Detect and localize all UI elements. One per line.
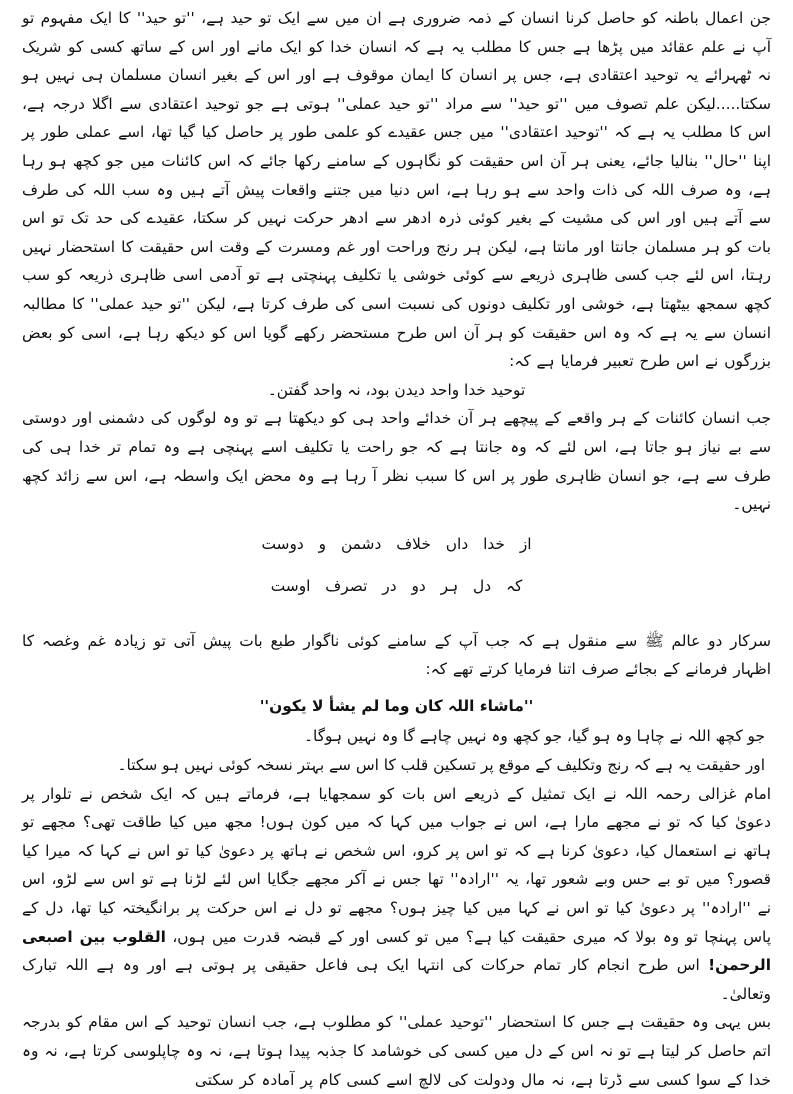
persian-saying: توحید خدا واحد دیدن بود، نہ واحد گفتن۔ xyxy=(267,380,526,399)
persian-couplet xyxy=(22,519,771,627)
arabic-translation: جو کچھ اللہ نے چاہا وہ ہو گیا، جو کچھ وہ نہیں چاہے گا وہ نہیں ہوگا۔ xyxy=(304,727,765,746)
paragraph-consolation: اور حقیقت یہ ہے کہ رنج وتکلیف کے موقع پر تسکین قلب کا اس سے بہتر نسخہ کوئی نہیں ہو سکتا۔ xyxy=(117,756,765,775)
parable-arabic-hadith: القلوب بین اصبعی الرحمن! xyxy=(22,927,771,975)
parable-text: امام غزالی رحمہ اللہ نے ایک تمثیل کے ذریعے اس بات کو سمجھایا ہے، فرماتے ہیں کہ ایک شخص نے تلوار پر دعویٰ کیا کہ تو نے مجھے مارا ہے، اس نے جواب میں کہا کہ میں کون ہوں! مجھ میں کیا طاقت تھی؟ مجھے تو ہاتھ نے استعمال کیا، دعویٰ کرنا ہے کہ تو اس پر کرو، اس شخص نے ہاتھ پر دعویٰ کیا تو اس نے کہا کہ میرا کیا قصور؟ میں تو بے حس وبے شعور تھا، یہ ''ارادہ'' تھا جس نے آکر مجھے جگایا اس لئے لڑنا ہے تو اس سے لڑو، اس نے ''ارادہ'' پر دعویٰ کیا تو اس نے کہا میں کیا چیز ہوں؟ مجھے تو دل نے اس حرکت پر برانگیختہ کیا تھا، دل کے پاس پہنچا تو وہ بولا کہ میری حقیقت کیا ہے؟ میں تو کسی اور کے قبضہ قدرت میں ہوں، xyxy=(22,784,771,946)
arabic-quote: ''ماشاء اللہ کان وما لم یشأ لا یکون'' xyxy=(259,696,534,715)
paragraph-tawheed-intro: جن اعمال باطنہ کو حاصل کرنا انسان کے ذمہ ضروری ہے ان میں سے ایک تو حید ہے، ''تو حید'' کا ایک مفہوم تو آپ نے علم عقائد میں پڑھا ہے جس کا مطلب یہ ہے کہ انسان خدا کو ایک مانے اور اس کے ساتھ کسی کو شریک نہ ٹھہرائے یہ توحید اعتقادی ہے، جس پر انسان کا ایمان موقوف ہے اور اس کے بغیر انسان مسلمان ہی نہیں ہو سکتا.....لیکن علم تصوف میں ''تو حید'' سے مراد ''تو حید عملی'' ہوتی ہے جو توحید اعتقادی سے اگلا درجہ ہے، اس کا مطلب یہ ہے کہ ''توحید اعتقادی'' میں جس عقیدے کو علمی طور پر حاصل کیا گیا تھا، اسے عملی طور پر اپنا ''حال'' بنالیا جائے، یعنی ہر آن اس حقیقت کو نگاہوں کے سامنے رکھا جائے کہ اس کائنات میں جو کچھ ہو رہا ہے، وہ صرف اللہ کی ذات واحد سے ہو رہا ہے، اس دنیا میں جتنے واقعات پیش آتے ہیں وہ سب اللہ کی طرف سے آتے ہیں اور اس کی مشیت کے بغیر کوئی ذرہ ادھر سے ادھر حرکت نہیں کر سکتا، عقیدے کی حد تک تو اس بات کو ہر مسلمان جانتا اور مانتا ہے، لیکن ہر رنج وراحت اور غم ومسرت کے وقت اس حقیقت کا استحضار نہیں رہتا، اس لئے جب کسی ظاہری ذریعے سے کوئی خوشی یا تکلیف پہنچتی ہے تو آدمی اسی ظاہری ذریعہ کو سب کچھ سمجھ بیٹھتا ہے، خوشی اور تکلیف دونوں کی نسبت اسی کی طرف کرتا ہے، لیکن ''تو حید عملی'' کا مطالبہ انسان سے یہ ہے کہ وہ اس حقیقت کو ہر آن اس طرح مستحضر رکھے گویا اس کو دیکھ رہا ہے، اسی کو بعض بزرگوں نے اس طرح تعبیر فرمایا ہے کہ: xyxy=(22,9,771,371)
paragraph-prophet-saying: سرکار دو عالم ﷺ سے منقول ہے کہ جب آپ کے سامنے کوئی ناگوار طبع بات پیش آتی تو زیادہ غم وغصہ کا اظہار فرمانے کے بجائے صرف اتنا فرمایا کرتے تھے کہ: xyxy=(22,631,771,679)
paragraph-practical-tawheed: بس یہی وہ حقیقت ہے جس کا استحضار ''توحید عملی'' کو مطلوب ہے، جب انسان توحید کے اس مقام کو بدرجہ اتم حاصل کر لیتا ہے تو نہ اس کے دل میں کسی کی خوشامد کا جذبہ پیدا ہوتا ہے، نہ وہ چاپلوسی کرتا ہے، نہ وہ خدا کے سوا کسی سے ڈرتا ہے، نہ مال ودولت کی لالچ اسے کسی کام پر آمادہ کر سکتی xyxy=(22,1013,771,1089)
couplet-line-2: کہ دل ہر دو در تصرف اوست xyxy=(270,576,523,595)
couplet-line-1: از خدا داں خلاف دشمن و دوست xyxy=(261,534,532,553)
paragraph-tawheed-effect: جب انسان کائنات کے ہر واقعے کے پیچھے ہر آن خدائے واحد ہی کو دیکھتا ہے تو وہ لوگوں کی دشمنی اور دوستی سے بے نیاز ہو جاتا ہے، اس لئے کہ وہ جانتا ہے کہ جو راحت یا تکلیف اسے پہنچی ہے وہ تمام تر خدا ہی کی طرف سے ہے، جو انسان ظاہری طور پر اس کا سبب نظر آ رہا ہے وہ محض ایک واسطہ ہے، اس سے زائد کچھ نہیں۔ xyxy=(22,409,771,514)
parable-conclusion: اس طرح انجام کار تمام حرکات کی انتہا ایک ہی فاعل حقیقی پر ہوتی ہے اور وہ ہے اللہ تبارک وتعالیٰ۔ xyxy=(22,956,771,1003)
paragraph-ghazali-parable xyxy=(22,780,771,1009)
